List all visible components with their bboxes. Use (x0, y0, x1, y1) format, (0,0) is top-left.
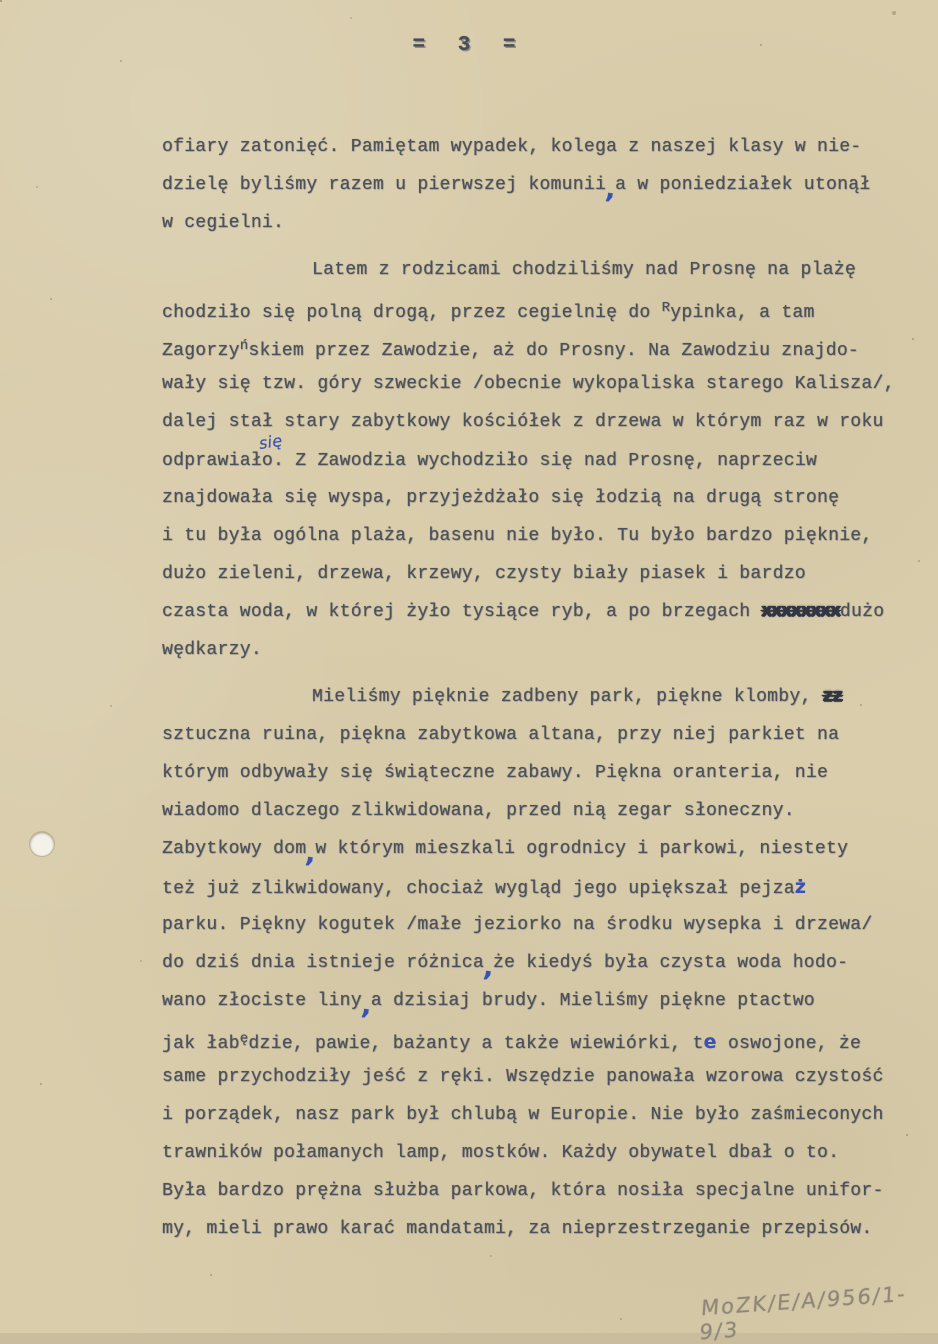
paragraph-3 (162, 678, 914, 1248)
typed-line: ofiary zatonięć. Pamiętam wypadek, kolega z naszej klasy w nie- (162, 137, 862, 157)
typed-line: Zabytkowy dom,w którym mieszkali ogrodnicy i parkowi, niestety (162, 838, 849, 870)
raised-letter: ę (239, 1031, 249, 1047)
typed-line: odprawiałosię. Z Zawodzia wychodziło się nad Prosnę, naprzeciw (162, 441, 914, 479)
typed-line: wędkarzy. (162, 640, 262, 660)
typed-line: wiadomo dlaczego zlikwidowana, przed nią zegar słoneczny. (162, 801, 795, 821)
typed-line: trawników połamanych lamp, mostków. Każdy obywatel dbał o to. (162, 1143, 840, 1163)
typed-line: do dziś dnia istnieje różnica,że kiedyś była czysta woda hodo- (162, 952, 849, 984)
typed-line: i tu była ogólna plaża, basenu nie było. Tu było bardzo pięknie, (162, 526, 873, 546)
handwritten-correction: e (703, 1031, 717, 1053)
typed-strikeout: zz (822, 687, 843, 707)
typed-line: którym odbywały się świąteczne zabawy. Piękna oranteria, nie (162, 763, 829, 783)
handwritten-comma: , (481, 952, 497, 984)
typed-line: i porządek, nasz park był chlubą w Europie. Nie było zaśmieconych (162, 1105, 884, 1125)
typed-line: znajdowała się wyspa, przyjeżdżało się łodzią na drugą stronę (162, 488, 840, 508)
typed-line: czasta woda, w której żyło tysiące ryb, a po brzegach xxxxxxxxdużo (162, 602, 885, 622)
typed-line: wały się tzw. góry szweckie /obecnie wykopaliska starego Kalisza/, (162, 374, 895, 394)
typed-line: w cegielni. (162, 213, 285, 233)
typed-line: wano złociste liny,a dzisiaj brudy. Mieliśmy piękne ptactwo (162, 990, 815, 1022)
paper-specks (0, 0, 2, 2)
typed-line: dużo zieleni, drzewa, krzewy, czysty biały piasek i bardzo (162, 564, 806, 584)
typed-line: Była bardzo prężna służba parkowa, która nosiła specjalne unifor- (162, 1181, 884, 1201)
handwritten-comma: , (304, 838, 319, 870)
typed-line: też już zlikwidowany, chociaż wygląd jego upiększał pejzaż (162, 876, 807, 899)
raised-letter: R (661, 300, 671, 316)
paragraph-2 (162, 251, 914, 669)
typed-line: dzielę byliśmy razem u pierwszej komunii,a w poniedziałek utonął (162, 174, 871, 206)
typed-text-block (162, 128, 914, 1248)
typed-line: sztuczna ruina, piękna zabytkowa altana, przy niej parkiet na (162, 725, 840, 745)
page-number: = 3 = (412, 34, 526, 57)
typed-line: Latem z rodzicami chodziliśmy nad Prosnę na plażę (312, 260, 856, 280)
typed-strikeout: xxxxxxxx (761, 602, 840, 622)
typed-line: my, mieli prawo karać mandatami, za nieprzestrzeganie przepisów. (162, 1219, 873, 1239)
handwritten-correction: ż (794, 876, 807, 898)
handwritten-comma: , (604, 174, 619, 206)
handwritten-insertion: się (257, 430, 284, 453)
paragraph-1 (162, 128, 914, 242)
typed-line: chodziło się polną drogą, przez cegielnię do $^R$ypinka, a tam (162, 300, 815, 323)
typed-line: same przychodziły jeść z ręki. Wszędzie panowała wzorowa czystość (162, 1067, 884, 1087)
handwritten-comma: , (359, 990, 375, 1022)
typed-line: parku. Piękny kogutek /małe jeziorko na środku wysepka i drzewa/ (162, 915, 873, 935)
typed-line: Mieliśmy pięknie zadbeny park, piękne klomby, zz (312, 687, 843, 707)
typed-line: jak łab$^ę$dzie, pawie, bażanty a także wiewiórki, te oswojone, że (162, 1031, 862, 1054)
typed-line: Zagorzy$^ń$skiem przez Zawodzie, aż do Prosny. Na Zawodziu znajdo- (162, 338, 860, 361)
raised-letter: ń (239, 338, 249, 354)
hole-punch (30, 832, 54, 856)
typed-line: dalej stał stary zabytkowy kościółek z drzewa w którym raz w roku (162, 412, 884, 432)
archive-reference-pencil: MoZK/E/A/956/1-9/3 (698, 1281, 908, 1344)
